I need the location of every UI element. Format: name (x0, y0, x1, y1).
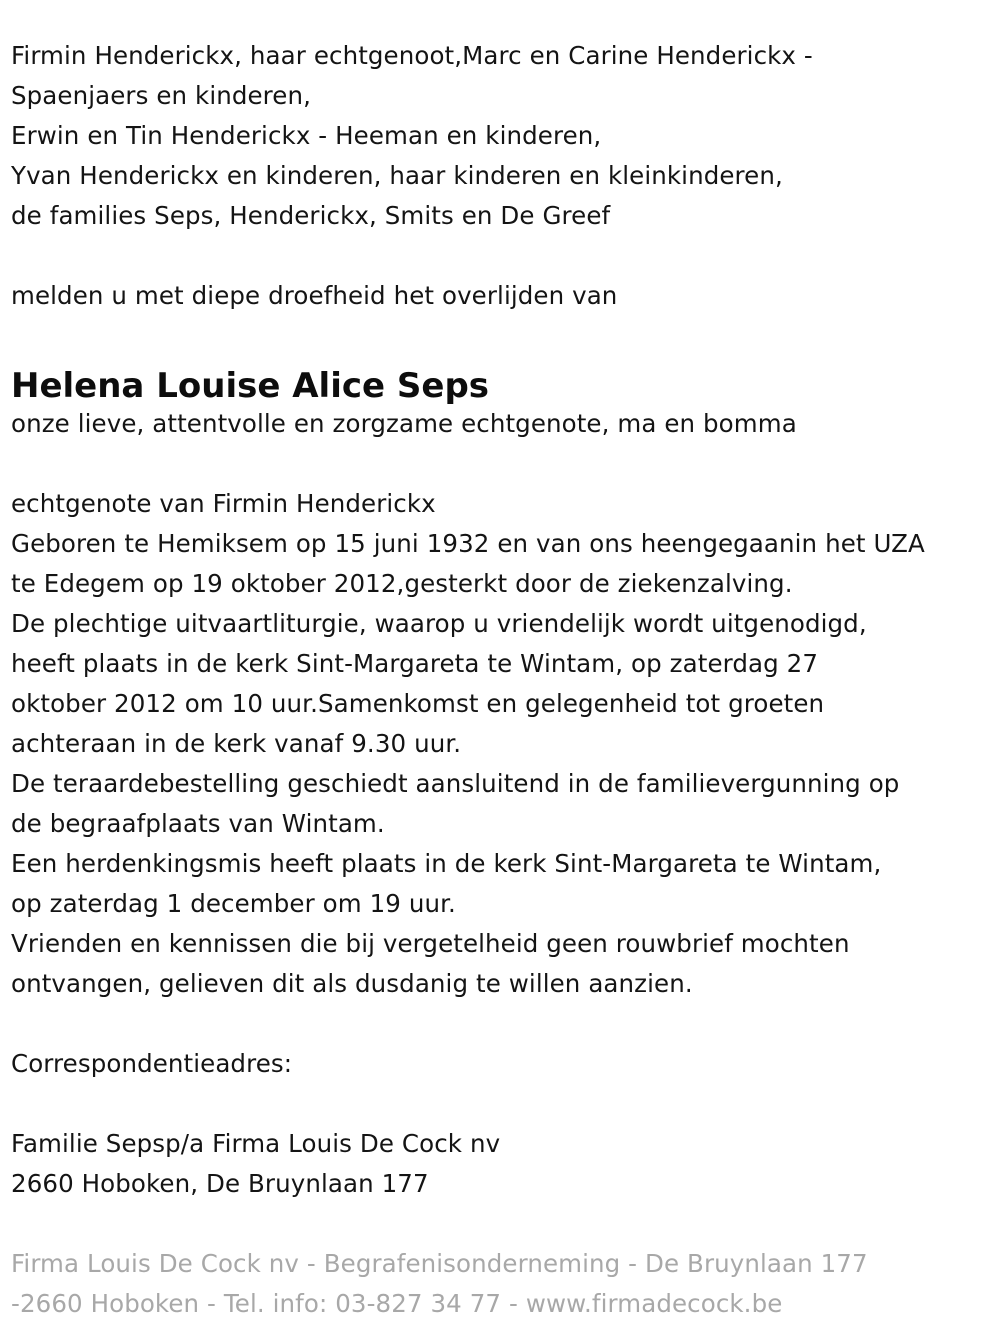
spacer (11, 236, 991, 276)
details-line: echtgenote van Firmin Henderickx (11, 489, 436, 518)
announcement-text: melden u met diepe droefheid het overlijden van (11, 281, 618, 310)
details-line: heeft plaats in de kerk Sint-Margareta te Wintam, op zaterdag 27 (11, 649, 819, 678)
spacer (11, 316, 991, 356)
family-line: Firmin Henderickx, haar echtgenoot,Marc en Carine Henderickx - (11, 41, 813, 70)
family-list (11, 36, 991, 236)
family-line: Yvan Henderickx en kinderen, haar kinderen en kleinkinderen, (11, 161, 783, 190)
spacer (11, 1204, 991, 1244)
details-line: De plechtige uitvaartliturgie, waarop u vriendelijk wordt uitgenodigd, (11, 609, 867, 638)
details-line: achteraan in de kerk vanaf 9.30 uur. (11, 729, 462, 758)
funeral-home-footer (11, 1244, 991, 1324)
details-block (11, 484, 991, 1004)
correspondence-label: Correspondentieadres: (11, 1049, 293, 1078)
spacer (11, 1004, 991, 1044)
details-line: Vrienden en kennissen die bij vergetelheid geen rouwbrief mochten (11, 929, 850, 958)
details-line: op zaterdag 1 december om 19 uur. (11, 889, 456, 918)
details-line: De teraardebestelling geschiedt aansluitend in de familievergunning op (11, 769, 900, 798)
correspondence-address (11, 1124, 991, 1204)
details-line: oktober 2012 om 10 uur.Samenkomst en gelegenheid tot groeten (11, 689, 825, 718)
details-line: ontvangen, gelieven dit als dusdanig te willen aanzien. (11, 969, 693, 998)
details-line: Een herdenkingsmis heeft plaats in de kerk Sint-Margareta te Wintam, (11, 849, 882, 878)
deceased-name: Helena Louise Alice Seps (11, 366, 490, 406)
family-line: Spaenjaers en kinderen, (11, 81, 311, 110)
deceased-tagline: onze lieve, attentvolle en zorgzame echtgenote, ma en bomma (11, 409, 797, 438)
details-line: te Edegem op 19 oktober 2012,gesterkt door de ziekenzalving. (11, 569, 793, 598)
footer-line: -2660 Hoboken - Tel. info: 03-827 34 77 - www.firmadecock.be (11, 1289, 783, 1318)
spacer (11, 1084, 991, 1124)
footer-line: Firma Louis De Cock nv - Begrafenisonderneming - De Bruynlaan 177 (11, 1249, 868, 1278)
address-line: 2660 Hoboken, De Bruynlaan 177 (11, 1169, 429, 1198)
details-line: de begraafplaats van Wintam. (11, 809, 385, 838)
spacer (11, 444, 991, 484)
obituary-notice (11, 36, 991, 1324)
family-line: Erwin en Tin Henderickx - Heeman en kinderen, (11, 121, 602, 150)
address-line: Familie Sepsp/a Firma Louis De Cock nv (11, 1129, 501, 1158)
details-line: Geboren te Hemiksem op 15 juni 1932 en van ons heengegaanin het UZA (11, 529, 925, 558)
family-line: de families Seps, Henderickx, Smits en De Greef (11, 201, 611, 230)
